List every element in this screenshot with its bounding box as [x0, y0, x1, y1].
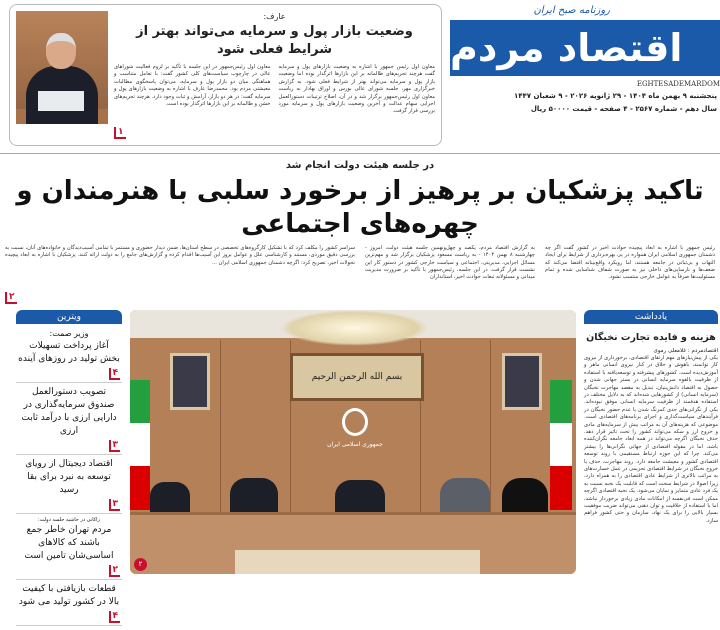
editorial-header: یادداشت [584, 310, 718, 324]
item-title[interactable]: تصویب دستورالعمل صندوق سرمایه‌گذاری در دارایی ارزی با درآمد ثابت ارزی [21, 386, 117, 436]
top-story-column-left: معاون اول رئیس‌جمهور در این جلسه با تأکید بر لزوم فعالیت شوراهای عالی در چارچوب سیاست‌های کلی کشور گفت: با تعامل متناسب و هماهنگی میان دو بازار پول و سرمایه، می‌توان پاسخگوی مطالبات معیشتی مردم بود. محمدرضا عارف با اشاره به وضعیت بازارهای پول و سرمایه گفت: در هر دو بازار، آرامش و ثبات وجود دارد. هرچند تحریم‌های خشن و ظالمانه بر این بازارها اثرگذار بوده است. [114, 64, 271, 108]
portrait-left [170, 353, 210, 410]
cabinet-meeting-photo [130, 310, 576, 574]
vitrin-item[interactable] [16, 580, 122, 626]
editorial-title[interactable]: هزینه و فایده تجارت نخبگان [586, 331, 716, 343]
editorial-byline: اقتصادمردم : غلامعلی رموی [653, 347, 718, 354]
lead-headline[interactable]: تاکید پزشکیان بر پرهیز از برخورد سلبی با هنرمندان و چهره‌های اجتماعی [16, 175, 704, 239]
item-title[interactable]: مردم تهران خاطر جمع باشند که کالاهای اساسی‌شان تامین است [24, 524, 114, 561]
vitrin-item[interactable] [16, 383, 122, 455]
top-story-photo [16, 11, 108, 124]
lead-columns [5, 245, 715, 282]
calligraphy-frame [290, 353, 424, 401]
item-kicker: زاکانی در حاشیه جلسه دولت: [38, 516, 100, 523]
calligraphy-text: بسم الله الرحمن الرحیم [311, 371, 403, 382]
official [502, 478, 548, 512]
item-title[interactable]: آغاز پرداخت تسهیلات بخش تولید در روزهای آینده [18, 340, 120, 364]
page-ref[interactable]: ۳ [109, 499, 121, 511]
editorial-body: یکی از پیش‌نیازهای مهم ارتقای اقتصادی، برخورداری از نیروی کار توانمند، باهوش و خلاق در کنار نیروی انسانی ماهر و آموزش‌دیده است. کشورهای پیشرفته و توسعه‌یافته با استفاده از ظرفیت بالقوه سرمایه انسانی در بستر جهانی شدن و حصول به اقتصاد دانش‌بنیان، تبدیل به مقصد مهاجرت نخبگان (سرمایه انسانی) از کشورهایی شده‌اند که به دلایل مختلف در استفاده هدفمند از ظرفیت سرمایه انسانی موفق نبوده‌اند. یکی از نگرانی‌های جدی کمرنگ شدن یا عدم حضور نخبگان در فرآیندهای سیاست‌گذاری و اجرای برنامه‌های اقتصادی است. موضوعی که هزینه‌های آن به مراتب بیش از سرمایه‌های مادی و خروج ارز و سکه می‌تواند کشور را تحت تاثیر قرار دهد. حذف نخبگان اگرچه می‌تواند در همه ابعاد جامعه نگران‌کننده باشد، اما در مقوله اقتصادی از جهاتی نگرانی‌ها را بیشتر می‌کند. چرا که این حوزه ارتباط مستقیمی با روند توسعه اقتصادی کشور و معیشت جامعه دارد. روند مهاجرت، حذف یا خروج نخبگان در شرایط اقتصادی تحریمی در عمل خسارت‌های به مراتب بالاتری از شرایط عادی اقتصادی را به همراه دارد، زیرا اصولا در شرایط سخت است که قابلیت یک نخبه نسبت به یک فرد عادی متمایز و نمایان می‌شود. یک نخبه اقتصادی اگرچه ممکن است فی‌نفسه از امکانات مادی زیادی برخوردار نباشد، اما با استفاده از خلاقیت و توان ذهنی می‌تواند ضریب موفقیت بسیار بالایی را برای یک نهاد، سازمان و حتی کشور فراهم سازد. [584, 354, 718, 524]
lead-column-1: رئیس جمهور با اشاره به ابعاد پیچیده حوادث اخیر در کشور گفت اگر چه دشمنان جمهوری اسلامی ایران همواره در پی بهره‌برداری از شرایط برای ایجاد التهاب و بی‌ثباتی در جامعه هستند، اما رویکرد واقع‌بینانه اقتضا می‌کند که ضعف‌ها و نارسایی‌های داخلی نیز به صورت شفاف شناسایی شده و تمام مسئولیت‌ها صرفاً به عوامل خارجی منتسب نشود. [545, 244, 715, 281]
page-ref[interactable]: ۳ [109, 440, 121, 452]
page-ref[interactable]: ۴ [109, 611, 121, 623]
vitrin-item[interactable] [16, 455, 122, 514]
page-ref[interactable]: ۱ [114, 127, 126, 139]
emblem-icon [342, 408, 368, 436]
item-title[interactable]: اقتصاد دیجیتال از رویای توسعه به نبرد برای بقا رسید [25, 458, 113, 495]
item-kicker: وزیر صمت: [49, 328, 89, 338]
top-story-kicker: عارف: [263, 12, 286, 21]
lead-kicker: در جلسه هیئت دولت انجام شد [285, 159, 435, 171]
page-ref[interactable]: ۲ [5, 292, 17, 304]
top-story-column-right: معاون اول رئیس جمهور با اشاره به وضعیت بازارهای پول و سرمایه گفت هرچند تحریم‌های ظالمانه بر این بازارها اثرگذار بوده اما وضعیت بازار پول و سرمایه می‌تواند بهتر از شرایط فعلی شود. به گزارش خبرگزاری مهر، جلسه شورای عالی بورس و اوراق بهادار به ریاست معاون اول رئیس‌جمهور برگزار شد و در آن، اصلاح ترتیبات دستورالعمل اجرایی سهام عدالت و آخرین وضعیت بازارهای پول و سرمایه مورد بررسی قرار گرفت. [278, 64, 435, 115]
editorial-column [584, 310, 718, 525]
portrait-right [502, 353, 542, 410]
flag-left [130, 380, 150, 510]
bottom-row [0, 304, 720, 630]
top-story-headline[interactable]: وضعیت بازار پول و سرمایه می‌تواند بهتر از شرایط فعلی شود [136, 24, 413, 57]
top-story-columns [114, 64, 435, 116]
official [150, 482, 190, 512]
lead-story [0, 159, 720, 304]
vitrin-item[interactable] [16, 324, 122, 383]
lead-column-3: سراسر کشور را مکلف کرد که با تشکیل کارگروه‌های تخصصی در سطح استان‌ها، ضمن دیدار حضوری و مستمر با تمامی آسیب‌دیدگان و خانواده‌های آنان، نسبت به بررسی دقیق موردی، مستند و کارشناسی علل و عوامل بروز این آسیب‌ها اقدام کرده و گزارش‌های جامع را به دولت ارائه کنند. پزشکیان با اشاره به ابعاد پیچیده تحولات اخیر، تصریح کرد: اگرچه دشمنان جمهوری اسلامی ایران ... [5, 244, 355, 266]
lead-column-2: به گزارش اقتصاد مردم، یکصد و چهل‌ونهمین جلسه هیئت دولت، امروز - چهارشنبه ۸ بهمن ۱۴۰۴ - به ریاست مسعود پزشکیان برگزار شد و مهم‌ترین مسائل اجرایی، مدیریتی، اجتماعی و سیاست خارجی کشور در دستور کار این نشست قرار گرفت. در این جلسه، رئیس‌جمهور با تأکید بر ضرورت مدیریت میدانی و مسئولانه تبعات حوادث اخیر، استانداران [365, 244, 535, 281]
top-row [0, 0, 720, 146]
top-story-box[interactable] [9, 4, 442, 146]
date-line: پنجشنبه ۹ بهمن ماه ۱۴۰۴ - ۲۹ ژانویه ۲۰۲۶ - ۹ شعبان ۱۴۴۷ [513, 92, 717, 100]
tagline: روزنامه صبح ایران [533, 5, 610, 16]
masthead [450, 4, 720, 115]
divider [0, 153, 720, 154]
table [235, 550, 480, 574]
vitrin-item[interactable] [16, 514, 122, 580]
official [335, 480, 385, 512]
item-title[interactable]: قطعات بازیافتی با کیفیت بالا در کشور تولید می شود [18, 583, 120, 607]
emblem-caption: جمهوری اسلامی ایران [327, 440, 383, 448]
vitrin-header: ویترین [16, 310, 122, 324]
top-story-content [114, 11, 435, 139]
page-ref[interactable]: ۲ [134, 558, 147, 571]
page-ref[interactable]: ۲ [109, 565, 121, 577]
newspaper-logo: اقتصاد مردم [450, 26, 683, 70]
vitrin-column [16, 310, 122, 626]
page-ref[interactable]: ۴ [109, 368, 121, 380]
latin-name: EGHTESADEMARDOM [636, 80, 720, 88]
masthead-band [450, 20, 720, 76]
official [230, 478, 278, 512]
flag-right [550, 380, 572, 510]
chandelier [280, 310, 428, 346]
issue-line: سال دهم - شماره ۲۵۶۷ - ۴ صفحه - قیمت ۵۰۰۰۰ ریال [530, 105, 717, 113]
official [440, 478, 490, 512]
